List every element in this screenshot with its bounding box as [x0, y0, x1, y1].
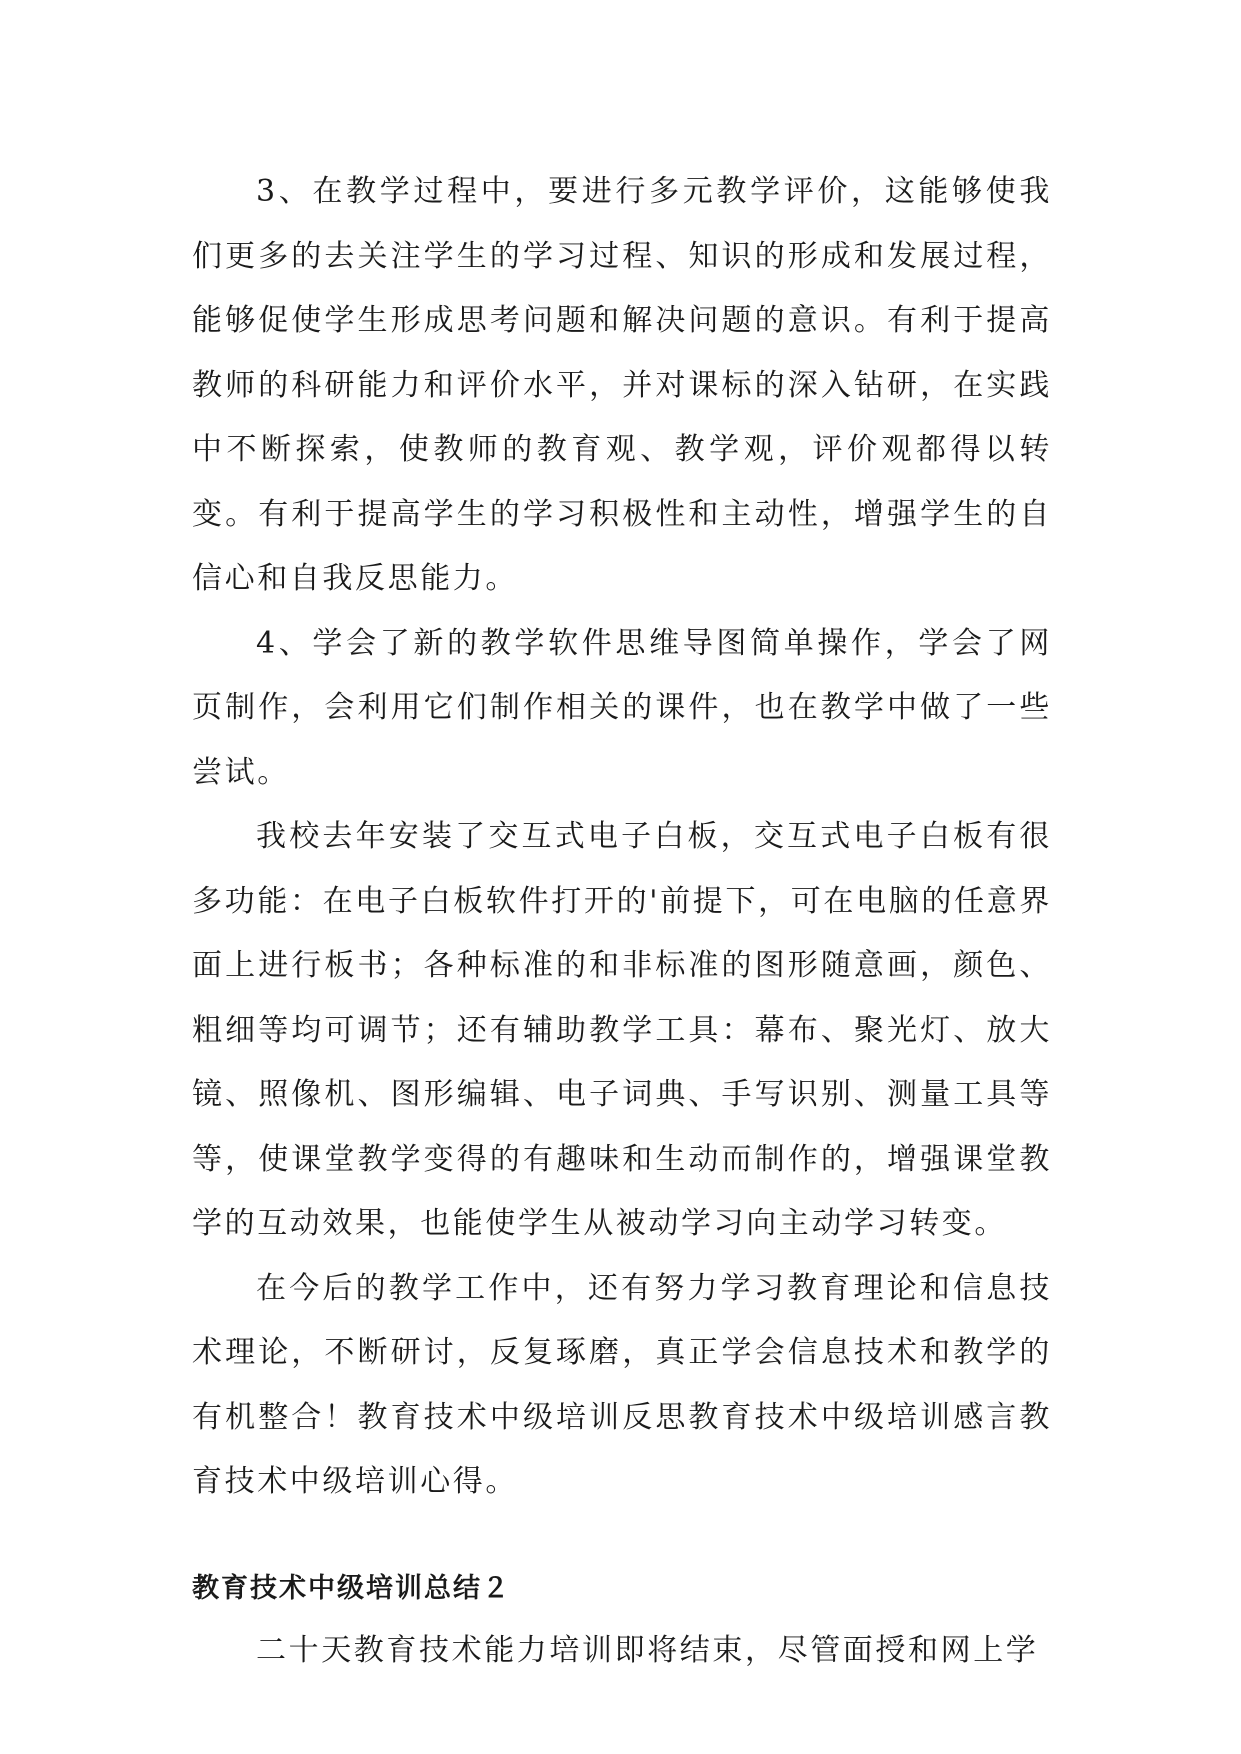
document-body	[192, 160, 1052, 1683]
paragraph-multi-evaluation: 3、在教学过程中，要进行多元教学评价，这能够使我们更多的去关注学生的学习过程、知识的形成和发展过程，能够促使学生形成思考问题和解决问题的意识。有利于提高教师的科研能力和评价水平，并对课标的深入钻研，在实践中不断探索，使教师的教育观、教学观，评价观都得以转变。有利于提高学生的学习积极性和主动性，增强学生的自信心和自我反思能力。	[192, 174, 1052, 596]
paragraph-whiteboard: 我校去年安装了交互式电子白板，交互式电子白板有很多功能：在电子白板软件打开的'前提下，可在电脑的任意界面上进行板书；各种标准的和非标准的图形随意画，颜色、粗细等均可调节；还有辅助教学工具：幕布、聚光灯、放大镜、照像机、图形编辑、电子词典、手写识别、测量工具等等，使课堂教学变得的有趣味和生动而制作的，增强课堂教学的互动效果，也能使学生从被动学习向主动学习转变。	[192, 819, 1052, 1241]
paragraph-software-learning: 4、学会了新的教学软件思维导图简单操作，学会了网页制作，会利用它们制作相关的课件，也在教学中做了一些尝试。	[192, 625, 1052, 790]
paragraph-summary-2-opening: 二十天教育技术能力培训即将结束，尽管面授和网上学	[256, 1632, 1039, 1668]
paragraph-future-work: 在今后的教学工作中，还有努力学习教育理论和信息技术理论，不断研讨，反复琢磨，真正学会信息技术和教学的有机整合！教育技术中级培训反思教育技术中级培训感言教育技术中级培训心得。	[192, 1270, 1052, 1499]
section-title: 教育技术中级培训总结２	[192, 1572, 511, 1604]
